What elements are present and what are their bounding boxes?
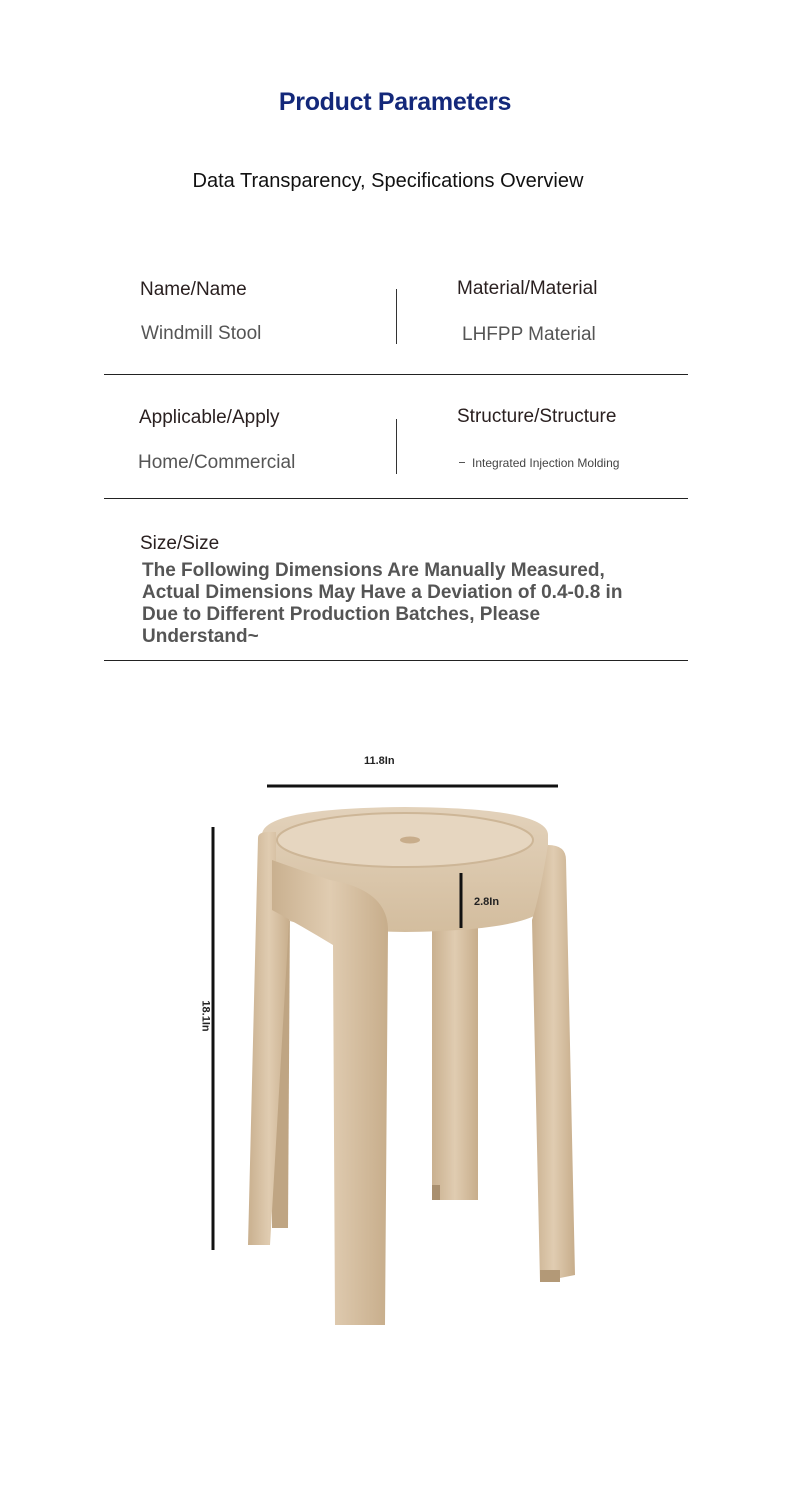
size-label: Size/Size <box>140 533 220 554</box>
width-dimension-label: 11.8In <box>364 755 395 767</box>
structure-value: Integrated Injection Molding <box>472 456 620 470</box>
structure-label: Structure/Structure <box>457 406 617 427</box>
height-dimension-label: 18.1In <box>199 1000 212 1032</box>
name-label: Name/Name <box>140 279 247 300</box>
page-title: Product Parameters <box>278 88 512 116</box>
stool-back-leg-center <box>432 925 478 1200</box>
size-note: The Following Dimensions Are Manually Measured, Actual Dimensions May Have a Deviation of 0.4-0.8 in Due to Different Production Batches, Please Understand~ <box>142 560 623 647</box>
name-value: Windmill Stool <box>141 323 262 344</box>
material-label: Material/Material <box>457 278 598 299</box>
applicable-value: Home/Commercial <box>138 452 296 473</box>
stool-front-leg-right <box>532 845 575 1282</box>
seat-thickness-label: 2.8In <box>474 896 500 908</box>
material-value: LHFPP Material <box>462 324 596 345</box>
applicable-label: Applicable/Apply <box>139 407 280 428</box>
page-subtitle: Data Transparency, Specifications Overview <box>192 170 584 192</box>
